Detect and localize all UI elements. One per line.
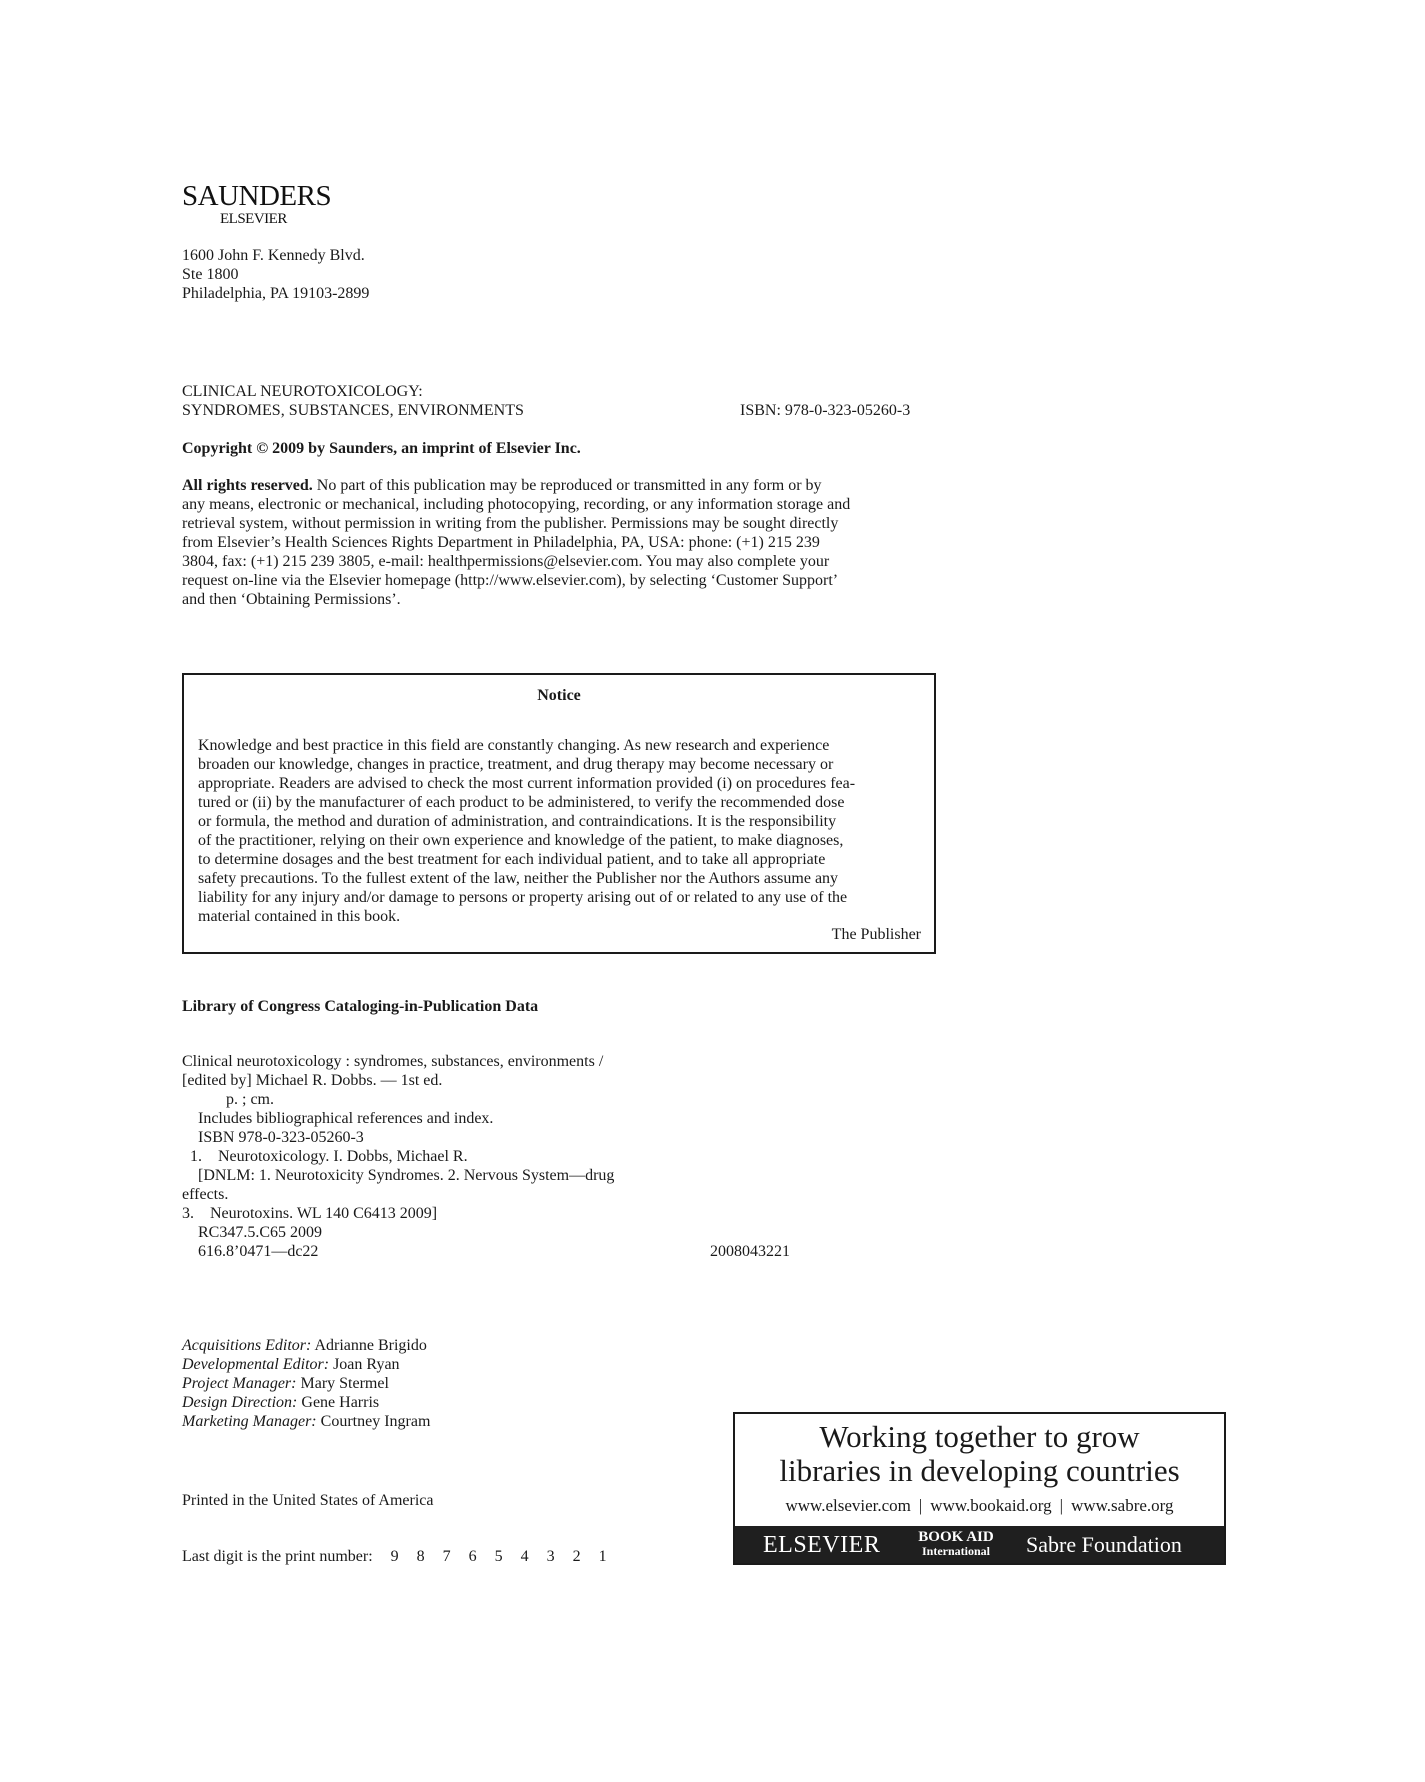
credit-role: Marketing Manager: — [182, 1413, 317, 1430]
advert-sponsor-bar — [735, 1526, 1224, 1563]
logo-subbrand: ELSEVIER — [220, 211, 287, 227]
print-digit: 4 — [520, 1548, 529, 1565]
print-number-label: Last digit is the print number: — [182, 1548, 373, 1565]
cip-line: [DNLM: 1. Neurotoxicity Syndromes. 2. Nervous System—drug — [182, 1167, 615, 1184]
credit-line — [182, 1355, 602, 1374]
cip-line: p. ; cm. — [182, 1091, 274, 1108]
credit-role: Project Manager: — [182, 1375, 297, 1392]
rights-line: from Elsevier’s Health Sciences Rights Department in Philadelphia, PA, USA: phone: (+1) 215 239 — [182, 534, 820, 551]
address-line: 1600 John F. Kennedy Blvd. — [182, 247, 365, 264]
print-number-line — [182, 1547, 625, 1566]
book-title-line: SYNDROMES, SUBSTANCES, ENVIRONMENTS — [182, 402, 524, 419]
notice-line: of the practitioner, relying on their own experience and knowledge of the patient, to make diagnoses, — [198, 832, 844, 849]
rights-line: any means, electronic or mechanical, including photocopying, recording, or any information storage and — [182, 496, 851, 513]
link-bookaid[interactable]: www.bookaid.org — [930, 1496, 1052, 1515]
credit-name: Joan Ryan — [329, 1356, 400, 1373]
rights-line: retrieval system, without permission in writing from the publisher. Permissions may be sought directly — [182, 515, 839, 532]
logo-brand: SAUNDERS — [182, 180, 332, 212]
credit-line — [182, 1336, 602, 1355]
notice-line: to determine dosages and the best treatment for each individual patient, and to take all appropriate — [198, 851, 826, 868]
bookaid-title: BOOK AID — [918, 1529, 994, 1545]
rights-line: 3804, fax: (+1) 215 239 3805, e-mail: healthpermissions@elsevier.com. You may also complete your — [182, 553, 830, 570]
notice-line: liability for any injury and/or damage to persons or property arising out of or related to any use of the — [198, 889, 848, 906]
advert-headline-line: libraries in developing countries — [779, 1453, 1180, 1488]
notice-body — [198, 736, 928, 926]
notice-line: Knowledge and best practice in this field are constantly changing. As new research and experience — [198, 737, 830, 754]
credit-role: Developmental Editor: — [182, 1356, 330, 1373]
rights-line: and then ‘Obtaining Permissions’. — [182, 591, 401, 608]
notice-line: appropriate. Readers are advised to check the most current information provided (i) on procedures fea- — [198, 775, 856, 792]
sabre-logo-text: Sabre Foundation — [1026, 1532, 1182, 1557]
print-digit: 5 — [494, 1548, 503, 1565]
print-digit: 8 — [416, 1548, 425, 1565]
publisher-address — [182, 246, 582, 303]
elsevier-logo-text: ELSEVIER — [763, 1532, 881, 1558]
isbn: ISBN: 978-0-323-05260-3 — [740, 402, 911, 419]
printed-in: Printed in the United States of America — [182, 1492, 434, 1509]
print-digit: 9 — [390, 1548, 399, 1565]
rights-line — [182, 476, 940, 495]
link-elsevier[interactable]: www.elsevier.com — [785, 1496, 911, 1515]
notice-line: broaden our knowledge, changes in practice, treatment, and drug therapy may become necessary or — [198, 756, 834, 773]
bookaid-subtitle: International — [921, 1544, 990, 1558]
credit-line — [182, 1412, 602, 1431]
credit-role: Design Direction: — [182, 1394, 298, 1411]
advert-headline-line: Working together to grow — [819, 1419, 1140, 1454]
cip-line: 3. Neurotoxins. WL 140 C6413 2009] — [182, 1205, 438, 1222]
notice-line: material contained in this book. — [198, 908, 401, 925]
notice-line: safety precautions. To the fullest extent of the law, neither the Publisher nor the Authors assume any — [198, 870, 839, 887]
bookaid-advert — [733, 1412, 1226, 1565]
credit-name: Adrianne Brigido — [311, 1337, 427, 1354]
advert-links — [735, 1496, 1224, 1516]
cip-line: RC347.5.C65 2009 — [182, 1224, 323, 1241]
lc-heading: Library of Congress Cataloging-in-Publication Data — [182, 998, 539, 1015]
rights-text: No part of this publication may be reproduced or transmitted in any form or by — [312, 477, 822, 494]
book-title — [182, 382, 702, 420]
link-separator: | — [1059, 1496, 1064, 1515]
rights-line: request on-line via the Elsevier homepage (http://www.elsevier.com), by selecting ‘Customer Support’ — [182, 572, 839, 589]
cip-line: ISBN 978-0-323-05260-3 — [182, 1129, 364, 1146]
bookaid-logo-text — [911, 1529, 1001, 1558]
rights-lead: All rights reserved. — [182, 477, 313, 494]
copyright-line: Copyright © 2009 by Saunders, an imprint of Elsevier Inc. — [182, 440, 581, 457]
print-digit: 3 — [546, 1548, 555, 1565]
notice-signature: The Publisher — [831, 926, 921, 943]
advert-headline — [735, 1420, 1224, 1488]
notice-line: tured or (ii) by the manufacturer of each product to be administered, to verify the recommended dose — [198, 794, 845, 811]
cip-line: 1. Neurotoxicology. I. Dobbs, Michael R. — [182, 1148, 468, 1165]
book-title-line: CLINICAL NEUROTOXICOLOGY: — [182, 383, 423, 400]
cip-line: Clinical neurotoxicology : syndromes, substances, environments / — [182, 1053, 604, 1070]
link-sabre[interactable]: www.sabre.org — [1071, 1496, 1174, 1515]
publisher-logo — [182, 181, 342, 231]
cip-line: effects. — [182, 1186, 229, 1203]
cip-line: [edited by] Michael R. Dobbs. — 1st ed. — [182, 1072, 443, 1089]
address-line: Philadelphia, PA 19103-2899 — [182, 285, 370, 302]
cip-line: Includes bibliographical references and index. — [182, 1110, 494, 1127]
cip-data — [182, 1052, 702, 1261]
print-digit: 2 — [572, 1548, 581, 1565]
address-line: Ste 1800 — [182, 266, 239, 283]
cip-line: 616.8’0471—dc22 — [182, 1243, 319, 1260]
credit-name: Mary Stermel — [296, 1375, 389, 1392]
notice-title: Notice — [537, 687, 581, 704]
print-digit: 6 — [468, 1548, 477, 1565]
notice-box — [182, 673, 936, 954]
print-digit: 7 — [442, 1548, 451, 1565]
credit-role: Acquisitions Editor: — [182, 1337, 312, 1354]
notice-line: or formula, the method and duration of administration, and contraindications. It is the responsibility — [198, 813, 837, 830]
print-number-digits — [391, 1548, 625, 1565]
rights-paragraph — [182, 476, 940, 609]
editorial-credits — [182, 1336, 602, 1431]
link-separator: | — [918, 1496, 923, 1515]
credit-line — [182, 1393, 602, 1412]
credit-line — [182, 1374, 602, 1393]
cip-number: 2008043221 — [710, 1243, 790, 1260]
credit-name: Courtney Ingram — [316, 1413, 431, 1430]
print-digit: 1 — [598, 1548, 607, 1565]
credit-name: Gene Harris — [297, 1394, 380, 1411]
